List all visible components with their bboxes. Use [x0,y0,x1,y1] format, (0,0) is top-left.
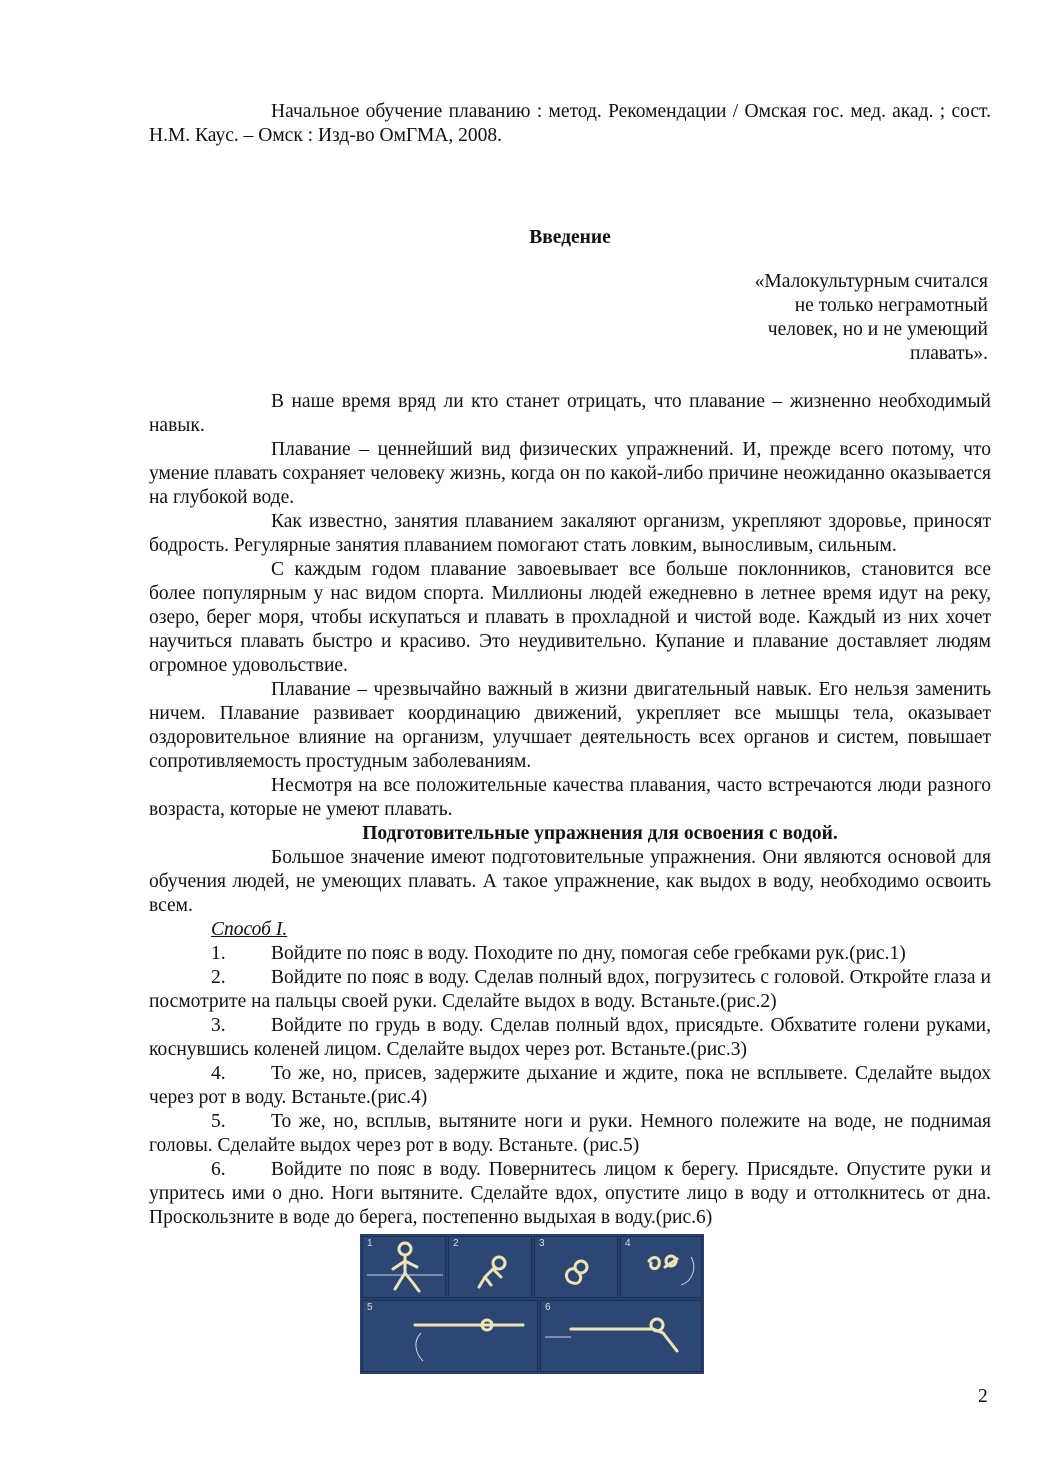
step-item [149,966,991,1014]
step-item [149,1062,991,1110]
figure-label: 6 [545,1302,551,1313]
figure-label: 4 [625,1238,631,1249]
intro-heading: Введение [529,227,611,248]
figure-label: 5 [367,1302,373,1313]
figure-label: 3 [539,1238,545,1249]
figure-cell-5 [362,1300,538,1372]
epigraph-line: плавать». [910,343,988,364]
figure-label: 1 [367,1238,373,1249]
section-heading: Подготовительные упражнения для освоения с водой. [362,823,838,844]
step-text: То же, но, присев, задержите дыхание и ждите, пока не всплывете. Сделайте выдох через рот в воду. Встаньте.(рис.4) [149,1063,991,1108]
document-page [149,97,991,1230]
exercise-illustration [360,1234,704,1374]
figure-cell-3 [534,1236,618,1298]
step-text: Войдите по грудь в воду. Сделав полный вдох, присядьте. Обхватите голени руками, коснувшись коленей лицом. Сделайте выдох через рот. Встаньте.(рис.3) [149,1015,991,1060]
intro-paragraph: С каждым годом плавание завоевывает все больше поклонников, становится все более популярным у нас видом спорта. Миллионы людей ежедневно в летнее время идут на реку, озеро, берег моря, чтобы искупаться и плавать в прохладной и чистой воде. Каждый из них хочет научиться плавать быстро и красиво. Это неудивительно. Купание и плавание доставляет людям огромное удовольствие. [149,559,991,676]
figure-cell-6 [540,1300,702,1372]
section-intro-paragraph: Большое значение имеют подготовительные упражнения. Они являются основой для обучения людей, не умеющих плавать. А такое упражнение, как выдох в воду, необходимо освоить всем. [149,847,991,916]
epigraph-line: человек, но и не умеющий [767,319,988,340]
figure-cell-1 [362,1236,446,1298]
epigraph-line: «Малокультурным считался [754,271,988,292]
step-number: 4. [211,1063,226,1084]
intro-paragraph: Несмотря на все положительные качества плавания, часто встречаются люди разного возраста, которые не умеют плавать. [149,775,991,820]
epigraph-line: не только неграмотный [794,295,988,316]
epigraph [149,270,991,366]
method-label: Способ I. [211,919,288,940]
step-text: То же, но, всплыв, вытяните ноги и руки. Немного полежите на воде, не поднимая головы. Сделайте выдох через рот в воду. Встаньте. (рис.5) [149,1111,991,1156]
step-number: 3. [211,1015,226,1036]
gliding-figure-icon [363,1301,539,1373]
step-item [149,942,991,966]
walking-figure-icon [363,1237,447,1299]
step-number: 5. [211,1111,226,1132]
step-item [149,1110,991,1158]
crouching-figure-icon [535,1237,619,1299]
step-number: 2. [211,967,226,988]
figure-cell-2 [448,1236,532,1298]
intro-paragraph: В наше время вряд ли кто станет отрицать, что плавание – жизненно необходимый навык. [149,391,991,436]
step-text: Войдите по пояс в воду. Повернитесь лицом к берегу. Присядьте. Опустите руки и упритесь ими о дно. Ноги вытяните. Сделайте вдох, опустите лицо в воду и оттолкнитесь от дна. Проскользните в воде до берега, постепенно выдыхая в воду.(рис.6) [149,1159,991,1228]
figure-cell-4 [620,1236,702,1298]
step-item [149,1158,991,1230]
step-number: 6. [211,1159,226,1180]
page-number: 2 [978,1386,988,1407]
push-off-figure-icon [541,1301,703,1373]
floating-figure-icon [621,1237,703,1299]
submerged-figure-icon [449,1237,533,1299]
intro-paragraph: Как известно, занятия плаванием закаляют организм, укрепляют здоровье, приносят бодрость. Регулярные занятия плаванием помогают стать ловким, выносливым, сильным. [149,511,991,556]
figure-label: 2 [453,1238,459,1249]
bibliographic-reference: Начальное обучение плаванию : метод. Рекомендации / Омская гос. мед. акад. ; сост. Н.М. Каус. – Омск : Изд-во ОмГМА, 2008. [149,101,991,146]
intro-paragraph: Плавание – чрезвычайно важный в жизни двигательный навык. Его нельзя заменить ничем. Плавание развивает координацию движений, укрепляет все мышцы тела, оказывает оздоровительное влияние на организм, улучшает деятельность всех органов и систем, повышает сопротивляемость простудным заболеваниям. [149,679,991,772]
step-item [149,1014,991,1062]
step-number: 1. [211,943,226,964]
step-text: Войдите по пояс в воду. Походите по дну, помогая себе гребками рук.(рис.1) [271,943,906,964]
step-text: Войдите по пояс в воду. Сделав полный вдох, погрузитесь с головой. Откройте глаза и посмотрите на пальцы своей руки. Сделайте выдох в воду. Встаньте.(рис.2) [149,967,991,1012]
intro-paragraph: Плавание – ценнейший вид физических упражнений. И, прежде всего потому, что умение плавать сохраняет человеку жизнь, когда он по какой-либо причине неожиданно оказывается на глубокой воде. [149,439,991,508]
